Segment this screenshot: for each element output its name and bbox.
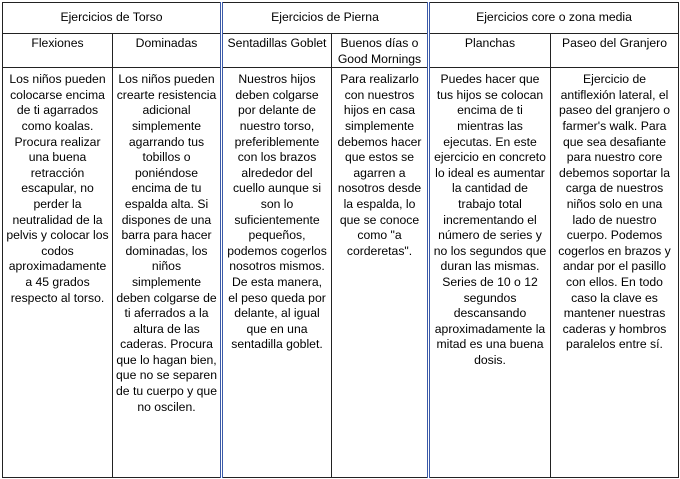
- exercise-description-row: [3, 68, 679, 478]
- exercise-name-sentadillas-goblet: Sentadillas Goblet: [222, 34, 332, 68]
- exercise-description-flexiones: Los niños pueden colocarse encima de ti agarrados como koalas. Procura realizar una buena retracción escapular, no perder la neutralidad de la pelvis y colocar los codos aproximadamente a 45 grados respecto al torso.: [3, 68, 113, 478]
- group-header-core: Ejercicios core o zona media: [429, 3, 679, 34]
- exercise-name-paseo-del-granjero: Paseo del Granjero: [551, 34, 679, 68]
- exercise-name-buenos-dias: Buenos días o Good Mornings: [332, 34, 429, 68]
- exercise-table-container: [2, 2, 678, 476]
- exercise-name-row: [3, 34, 679, 68]
- group-header-row: [3, 3, 679, 34]
- exercise-description-planchas: Puedes hacer que tus hijos se colocan encima de ti mientras las ejecutas. En este ejercicio en concreto lo ideal es aumentar la cantidad de trabajo total incrementando el número de series y no los segundos que duran las mismas. Series de 10 o 12 segundos descansando aproximadamente la mitad es una buena dosis.: [429, 68, 551, 478]
- group-header-pierna: Ejercicios de Pierna: [222, 3, 429, 34]
- exercise-name-flexiones: Flexiones: [3, 34, 113, 68]
- exercise-table: [2, 2, 679, 478]
- exercise-name-dominadas: Dominadas: [113, 34, 222, 68]
- exercise-description-dominadas: Los niños pueden crearte resistencia adicional simplemente agarrando tus tobillos o poniéndose encima de tu espalda alta. Si dispones de una barra para hacer dominadas, los niños simplemente deben colgarse de ti aferrados a la altura de las caderas. Procura que lo hagan bien, que no se separen de tu cuerpo y que no oscilen.: [113, 68, 222, 478]
- exercise-description-sentadillas-goblet: Nuestros hijos deben colgarse por delante de nuestro torso, preferiblemente con los brazos alrededor del cuello aunque si son lo suficientemente pequeños, podemos cogerlos nosotros mismos. De esta manera, el peso queda por delante, al igual que en una sentadilla goblet.: [222, 68, 332, 478]
- exercise-description-paseo-del-granjero: Ejercicio de antiflexión lateral, el paseo del granjero o farmer's walk. Para que sea desafiante para nuestro core debemos soportar la carga de nuestros niños solo en una lado de nuestro cuerpo. Podemos cogerlos en brazos y andar por el pasillo con ellos. En todo caso la clave es mantener nuestras caderas y hombros paralelos entre sí.: [551, 68, 679, 478]
- exercise-description-buenos-dias: Para realizarlo con nuestros hijos en casa simplemente debemos hacer que estos se agarren a nosotros desde la espalda, lo que se conoce como "a corderetas".: [332, 68, 429, 478]
- group-header-torso: Ejercicios de Torso: [3, 3, 222, 34]
- exercise-name-planchas: Planchas: [429, 34, 551, 68]
